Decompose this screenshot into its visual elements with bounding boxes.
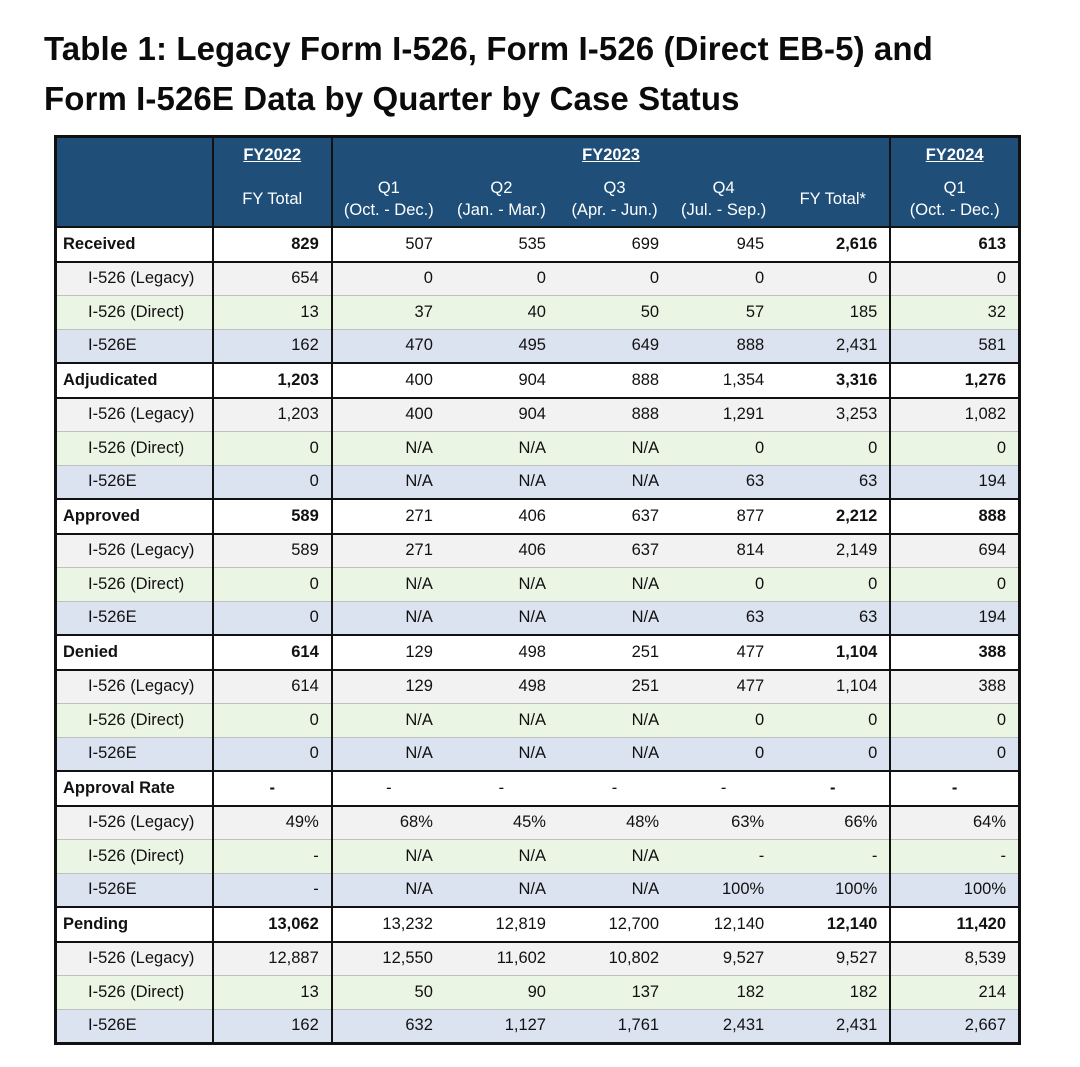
header-fy2023: FY2023 bbox=[332, 137, 891, 172]
table-cell: N/A bbox=[445, 465, 558, 499]
table-row bbox=[56, 806, 1020, 840]
table-cell: 1,104 bbox=[776, 635, 890, 670]
table-row bbox=[56, 432, 1020, 466]
table-cell: 888 bbox=[671, 329, 776, 363]
table-cell: - bbox=[213, 873, 332, 907]
table-cell: 162 bbox=[213, 329, 332, 363]
table-cell: 0 bbox=[671, 737, 776, 771]
header-q2 bbox=[445, 171, 558, 227]
table-cell: 0 bbox=[776, 704, 890, 738]
table-cell: N/A bbox=[558, 873, 671, 907]
table-cell: 888 bbox=[558, 398, 671, 432]
row-label: Denied bbox=[56, 635, 213, 670]
table-cell: 2,431 bbox=[671, 1009, 776, 1044]
table-cell: 0 bbox=[213, 601, 332, 635]
table-cell: 13 bbox=[213, 296, 332, 330]
header-q1-range: (Oct. - Dec.) bbox=[343, 200, 434, 219]
table-cell: 829 bbox=[213, 227, 332, 262]
table-cell: 0 bbox=[776, 568, 890, 602]
table-cell: 589 bbox=[213, 534, 332, 568]
table-cell: 888 bbox=[890, 499, 1019, 534]
table-cell: N/A bbox=[445, 432, 558, 466]
table-cell: 0 bbox=[671, 704, 776, 738]
table-cell: 614 bbox=[213, 670, 332, 704]
table-cell: N/A bbox=[558, 840, 671, 874]
table-cell: 0 bbox=[671, 262, 776, 296]
header-q3 bbox=[558, 171, 671, 227]
table-cell: 57 bbox=[671, 296, 776, 330]
title-line-1: Table 1: Legacy Form I-526, Form I-526 (Direct EB-5) and bbox=[44, 30, 933, 67]
table-cell: N/A bbox=[332, 840, 445, 874]
table-cell: N/A bbox=[558, 601, 671, 635]
table-cell: N/A bbox=[558, 704, 671, 738]
table-cell: 12,140 bbox=[776, 907, 890, 942]
table-cell: 0 bbox=[213, 432, 332, 466]
table-cell: 694 bbox=[890, 534, 1019, 568]
table-cell: 632 bbox=[332, 1009, 445, 1044]
table-cell: 1,082 bbox=[890, 398, 1019, 432]
table-cell: 0 bbox=[213, 465, 332, 499]
row-label: I-526E bbox=[56, 601, 213, 635]
table-cell: - bbox=[558, 771, 671, 806]
row-label: I-526 (Direct) bbox=[56, 704, 213, 738]
table-cell: 32 bbox=[890, 296, 1019, 330]
table-cell: 1,104 bbox=[776, 670, 890, 704]
table-cell: 0 bbox=[213, 704, 332, 738]
header-fy2022-total: FY Total bbox=[213, 171, 332, 227]
table-cell: 0 bbox=[890, 432, 1019, 466]
table-cell: N/A bbox=[445, 568, 558, 602]
table-cell: 48% bbox=[558, 806, 671, 840]
header-q3-range: (Apr. - Jun.) bbox=[571, 200, 658, 219]
table-section-row bbox=[56, 227, 1020, 262]
row-label: I-526E bbox=[56, 1009, 213, 1044]
table-cell: 400 bbox=[332, 363, 445, 398]
table-row bbox=[56, 704, 1020, 738]
table-cell: 251 bbox=[558, 635, 671, 670]
table-cell: 3,316 bbox=[776, 363, 890, 398]
table-row bbox=[56, 296, 1020, 330]
table-cell: 251 bbox=[558, 670, 671, 704]
header-corner bbox=[56, 137, 213, 228]
table-cell: 9,527 bbox=[671, 942, 776, 976]
table-cell: 9,527 bbox=[776, 942, 890, 976]
table-cell: 8,539 bbox=[890, 942, 1019, 976]
table-cell: 0 bbox=[445, 262, 558, 296]
table-cell: 194 bbox=[890, 465, 1019, 499]
row-label: I-526 (Legacy) bbox=[56, 670, 213, 704]
table-cell: 877 bbox=[671, 499, 776, 534]
table-cell: 0 bbox=[890, 262, 1019, 296]
table-cell: 185 bbox=[776, 296, 890, 330]
row-label: I-526E bbox=[56, 737, 213, 771]
table-cell: 0 bbox=[671, 432, 776, 466]
row-label: Adjudicated bbox=[56, 363, 213, 398]
table-cell: 498 bbox=[445, 635, 558, 670]
table-cell: N/A bbox=[332, 704, 445, 738]
header-fy2023-total: FY Total* bbox=[776, 171, 890, 227]
table-cell: N/A bbox=[558, 737, 671, 771]
row-label: I-526E bbox=[56, 465, 213, 499]
table-cell: 271 bbox=[332, 534, 445, 568]
table-cell: N/A bbox=[445, 704, 558, 738]
table-cell: 100% bbox=[776, 873, 890, 907]
table-cell: - bbox=[776, 840, 890, 874]
table-cell: 0 bbox=[671, 568, 776, 602]
table-cell: 13,062 bbox=[213, 907, 332, 942]
table-cell: 0 bbox=[890, 568, 1019, 602]
table-section-row bbox=[56, 363, 1020, 398]
table-cell: 535 bbox=[445, 227, 558, 262]
table-cell: 1,354 bbox=[671, 363, 776, 398]
table-cell: 11,420 bbox=[890, 907, 1019, 942]
table-row bbox=[56, 329, 1020, 363]
header-fy2024-q1 bbox=[890, 171, 1019, 227]
table-cell: 12,550 bbox=[332, 942, 445, 976]
table-cell: 406 bbox=[445, 534, 558, 568]
table-cell: 271 bbox=[332, 499, 445, 534]
table-cell: 194 bbox=[890, 601, 1019, 635]
table-cell: - bbox=[445, 771, 558, 806]
table-cell: 137 bbox=[558, 976, 671, 1010]
table-cell: 589 bbox=[213, 499, 332, 534]
table-cell: 100% bbox=[890, 873, 1019, 907]
table-cell: 699 bbox=[558, 227, 671, 262]
table-cell: 2,212 bbox=[776, 499, 890, 534]
header-q4 bbox=[671, 171, 776, 227]
table-section-row bbox=[56, 771, 1020, 806]
table-cell: 10,802 bbox=[558, 942, 671, 976]
row-label: Received bbox=[56, 227, 213, 262]
header-q2-range: (Jan. - Mar.) bbox=[456, 200, 546, 219]
table-cell: 12,700 bbox=[558, 907, 671, 942]
table-cell: 1,291 bbox=[671, 398, 776, 432]
table-cell: 904 bbox=[445, 398, 558, 432]
table-cell: N/A bbox=[332, 873, 445, 907]
table-cell: 13,232 bbox=[332, 907, 445, 942]
header-fy2022: FY2022 bbox=[213, 137, 332, 172]
row-label: I-526 (Legacy) bbox=[56, 534, 213, 568]
header-q1-label: Q1 bbox=[377, 178, 400, 197]
table-cell: - bbox=[776, 771, 890, 806]
table-cell: 66% bbox=[776, 806, 890, 840]
table-cell: 2,667 bbox=[890, 1009, 1019, 1044]
table-cell: 0 bbox=[213, 737, 332, 771]
table-cell: 63 bbox=[776, 601, 890, 635]
table-section-row bbox=[56, 635, 1020, 670]
table-cell: 13 bbox=[213, 976, 332, 1010]
title-line-2: Form I-526E Data by Quarter by Case Status bbox=[44, 80, 740, 117]
table-cell: 63 bbox=[671, 601, 776, 635]
header-fy2024-q1-label: Q1 bbox=[943, 178, 966, 197]
table-cell: 613 bbox=[890, 227, 1019, 262]
table-cell: 1,276 bbox=[890, 363, 1019, 398]
table-section-row bbox=[56, 499, 1020, 534]
table-cell: 507 bbox=[332, 227, 445, 262]
table-row bbox=[56, 398, 1020, 432]
table-cell: 64% bbox=[890, 806, 1019, 840]
table-cell: 63% bbox=[671, 806, 776, 840]
table-cell: 498 bbox=[445, 670, 558, 704]
table-row bbox=[56, 534, 1020, 568]
table-row bbox=[56, 601, 1020, 635]
table-cell: N/A bbox=[332, 601, 445, 635]
table-cell: 2,431 bbox=[776, 1009, 890, 1044]
table-cell: 45% bbox=[445, 806, 558, 840]
table-row bbox=[56, 1009, 1020, 1044]
table-cell: 12,819 bbox=[445, 907, 558, 942]
table-cell: N/A bbox=[558, 568, 671, 602]
row-label: I-526 (Direct) bbox=[56, 432, 213, 466]
table-cell: 388 bbox=[890, 670, 1019, 704]
table-cell: 0 bbox=[776, 737, 890, 771]
table-row bbox=[56, 568, 1020, 602]
row-label: Approval Rate bbox=[56, 771, 213, 806]
table-row bbox=[56, 976, 1020, 1010]
table-cell: 0 bbox=[332, 262, 445, 296]
table-cell: 614 bbox=[213, 635, 332, 670]
table-cell: - bbox=[671, 771, 776, 806]
table-cell: N/A bbox=[332, 737, 445, 771]
table-cell: 945 bbox=[671, 227, 776, 262]
table-row bbox=[56, 942, 1020, 976]
row-label: I-526E bbox=[56, 329, 213, 363]
table-cell: 1,127 bbox=[445, 1009, 558, 1044]
row-label: I-526E bbox=[56, 873, 213, 907]
table-cell: 63 bbox=[776, 465, 890, 499]
row-label: I-526 (Direct) bbox=[56, 976, 213, 1010]
table-cell: 12,887 bbox=[213, 942, 332, 976]
table-cell: 100% bbox=[671, 873, 776, 907]
table-cell: 11,602 bbox=[445, 942, 558, 976]
table-cell: - bbox=[213, 771, 332, 806]
table-cell: 49% bbox=[213, 806, 332, 840]
table-cell: 129 bbox=[332, 670, 445, 704]
table-cell: N/A bbox=[332, 432, 445, 466]
table-body bbox=[56, 227, 1020, 1044]
row-label: I-526 (Legacy) bbox=[56, 398, 213, 432]
table-cell: 50 bbox=[558, 296, 671, 330]
row-label: I-526 (Direct) bbox=[56, 840, 213, 874]
table-cell: N/A bbox=[558, 465, 671, 499]
table-cell: N/A bbox=[445, 873, 558, 907]
table-cell: 214 bbox=[890, 976, 1019, 1010]
header-fy2024: FY2024 bbox=[890, 137, 1019, 172]
table-cell: 2,431 bbox=[776, 329, 890, 363]
row-label: Approved bbox=[56, 499, 213, 534]
row-label: I-526 (Legacy) bbox=[56, 806, 213, 840]
row-label: I-526 (Direct) bbox=[56, 296, 213, 330]
header-q3-label: Q3 bbox=[603, 178, 626, 197]
header-q4-label: Q4 bbox=[712, 178, 735, 197]
table-cell: 814 bbox=[671, 534, 776, 568]
header-q2-label: Q2 bbox=[490, 178, 513, 197]
table-cell: 0 bbox=[890, 737, 1019, 771]
table-cell: 470 bbox=[332, 329, 445, 363]
table-cell: 40 bbox=[445, 296, 558, 330]
table-cell: 37 bbox=[332, 296, 445, 330]
table-cell: N/A bbox=[445, 737, 558, 771]
table-row bbox=[56, 262, 1020, 296]
header-fy2024-q1-range: (Oct. - Dec.) bbox=[909, 200, 1000, 219]
table-cell: 1,203 bbox=[213, 398, 332, 432]
table-cell: 477 bbox=[671, 670, 776, 704]
table-cell: 1,761 bbox=[558, 1009, 671, 1044]
table-cell: 2,616 bbox=[776, 227, 890, 262]
table-row bbox=[56, 737, 1020, 771]
table-section-row bbox=[56, 907, 1020, 942]
table-cell: 637 bbox=[558, 499, 671, 534]
table-cell: N/A bbox=[558, 432, 671, 466]
table-cell: 888 bbox=[558, 363, 671, 398]
row-label: I-526 (Direct) bbox=[56, 568, 213, 602]
row-label: Pending bbox=[56, 907, 213, 942]
row-label: I-526 (Legacy) bbox=[56, 262, 213, 296]
table-cell: 400 bbox=[332, 398, 445, 432]
table-cell: 162 bbox=[213, 1009, 332, 1044]
table-cell: 649 bbox=[558, 329, 671, 363]
table-cell: 581 bbox=[890, 329, 1019, 363]
table-row bbox=[56, 873, 1020, 907]
table-row bbox=[56, 840, 1020, 874]
table-cell: 63 bbox=[671, 465, 776, 499]
table-cell: 406 bbox=[445, 499, 558, 534]
table-cell: N/A bbox=[445, 840, 558, 874]
table-cell: 182 bbox=[776, 976, 890, 1010]
table-cell: 50 bbox=[332, 976, 445, 1010]
table-cell: - bbox=[890, 771, 1019, 806]
table-row bbox=[56, 465, 1020, 499]
table-cell: - bbox=[890, 840, 1019, 874]
table-cell: 477 bbox=[671, 635, 776, 670]
table-cell: 495 bbox=[445, 329, 558, 363]
row-label: I-526 (Legacy) bbox=[56, 942, 213, 976]
page-title bbox=[44, 24, 1054, 124]
table-cell: 12,140 bbox=[671, 907, 776, 942]
table-cell: 904 bbox=[445, 363, 558, 398]
table-cell: 637 bbox=[558, 534, 671, 568]
table-cell: N/A bbox=[332, 465, 445, 499]
table-cell: 0 bbox=[776, 262, 890, 296]
table-cell: 129 bbox=[332, 635, 445, 670]
table-header bbox=[56, 137, 1020, 228]
table-row bbox=[56, 670, 1020, 704]
case-status-table bbox=[54, 135, 1021, 1045]
header-q4-range: (Jul. - Sep.) bbox=[681, 200, 767, 219]
table-cell: 2,149 bbox=[776, 534, 890, 568]
table-cell: N/A bbox=[332, 568, 445, 602]
table-cell: - bbox=[671, 840, 776, 874]
table-cell: 0 bbox=[890, 704, 1019, 738]
header-q1 bbox=[332, 171, 445, 227]
table-cell: 0 bbox=[558, 262, 671, 296]
table-cell: 654 bbox=[213, 262, 332, 296]
table-cell: 3,253 bbox=[776, 398, 890, 432]
table-cell: 90 bbox=[445, 976, 558, 1010]
table-cell: N/A bbox=[445, 601, 558, 635]
table-cell: 1,203 bbox=[213, 363, 332, 398]
table-cell: 68% bbox=[332, 806, 445, 840]
table-cell: - bbox=[332, 771, 445, 806]
table-cell: 0 bbox=[776, 432, 890, 466]
table-cell: 388 bbox=[890, 635, 1019, 670]
table-cell: - bbox=[213, 840, 332, 874]
table-cell: 0 bbox=[213, 568, 332, 602]
table-cell: 182 bbox=[671, 976, 776, 1010]
